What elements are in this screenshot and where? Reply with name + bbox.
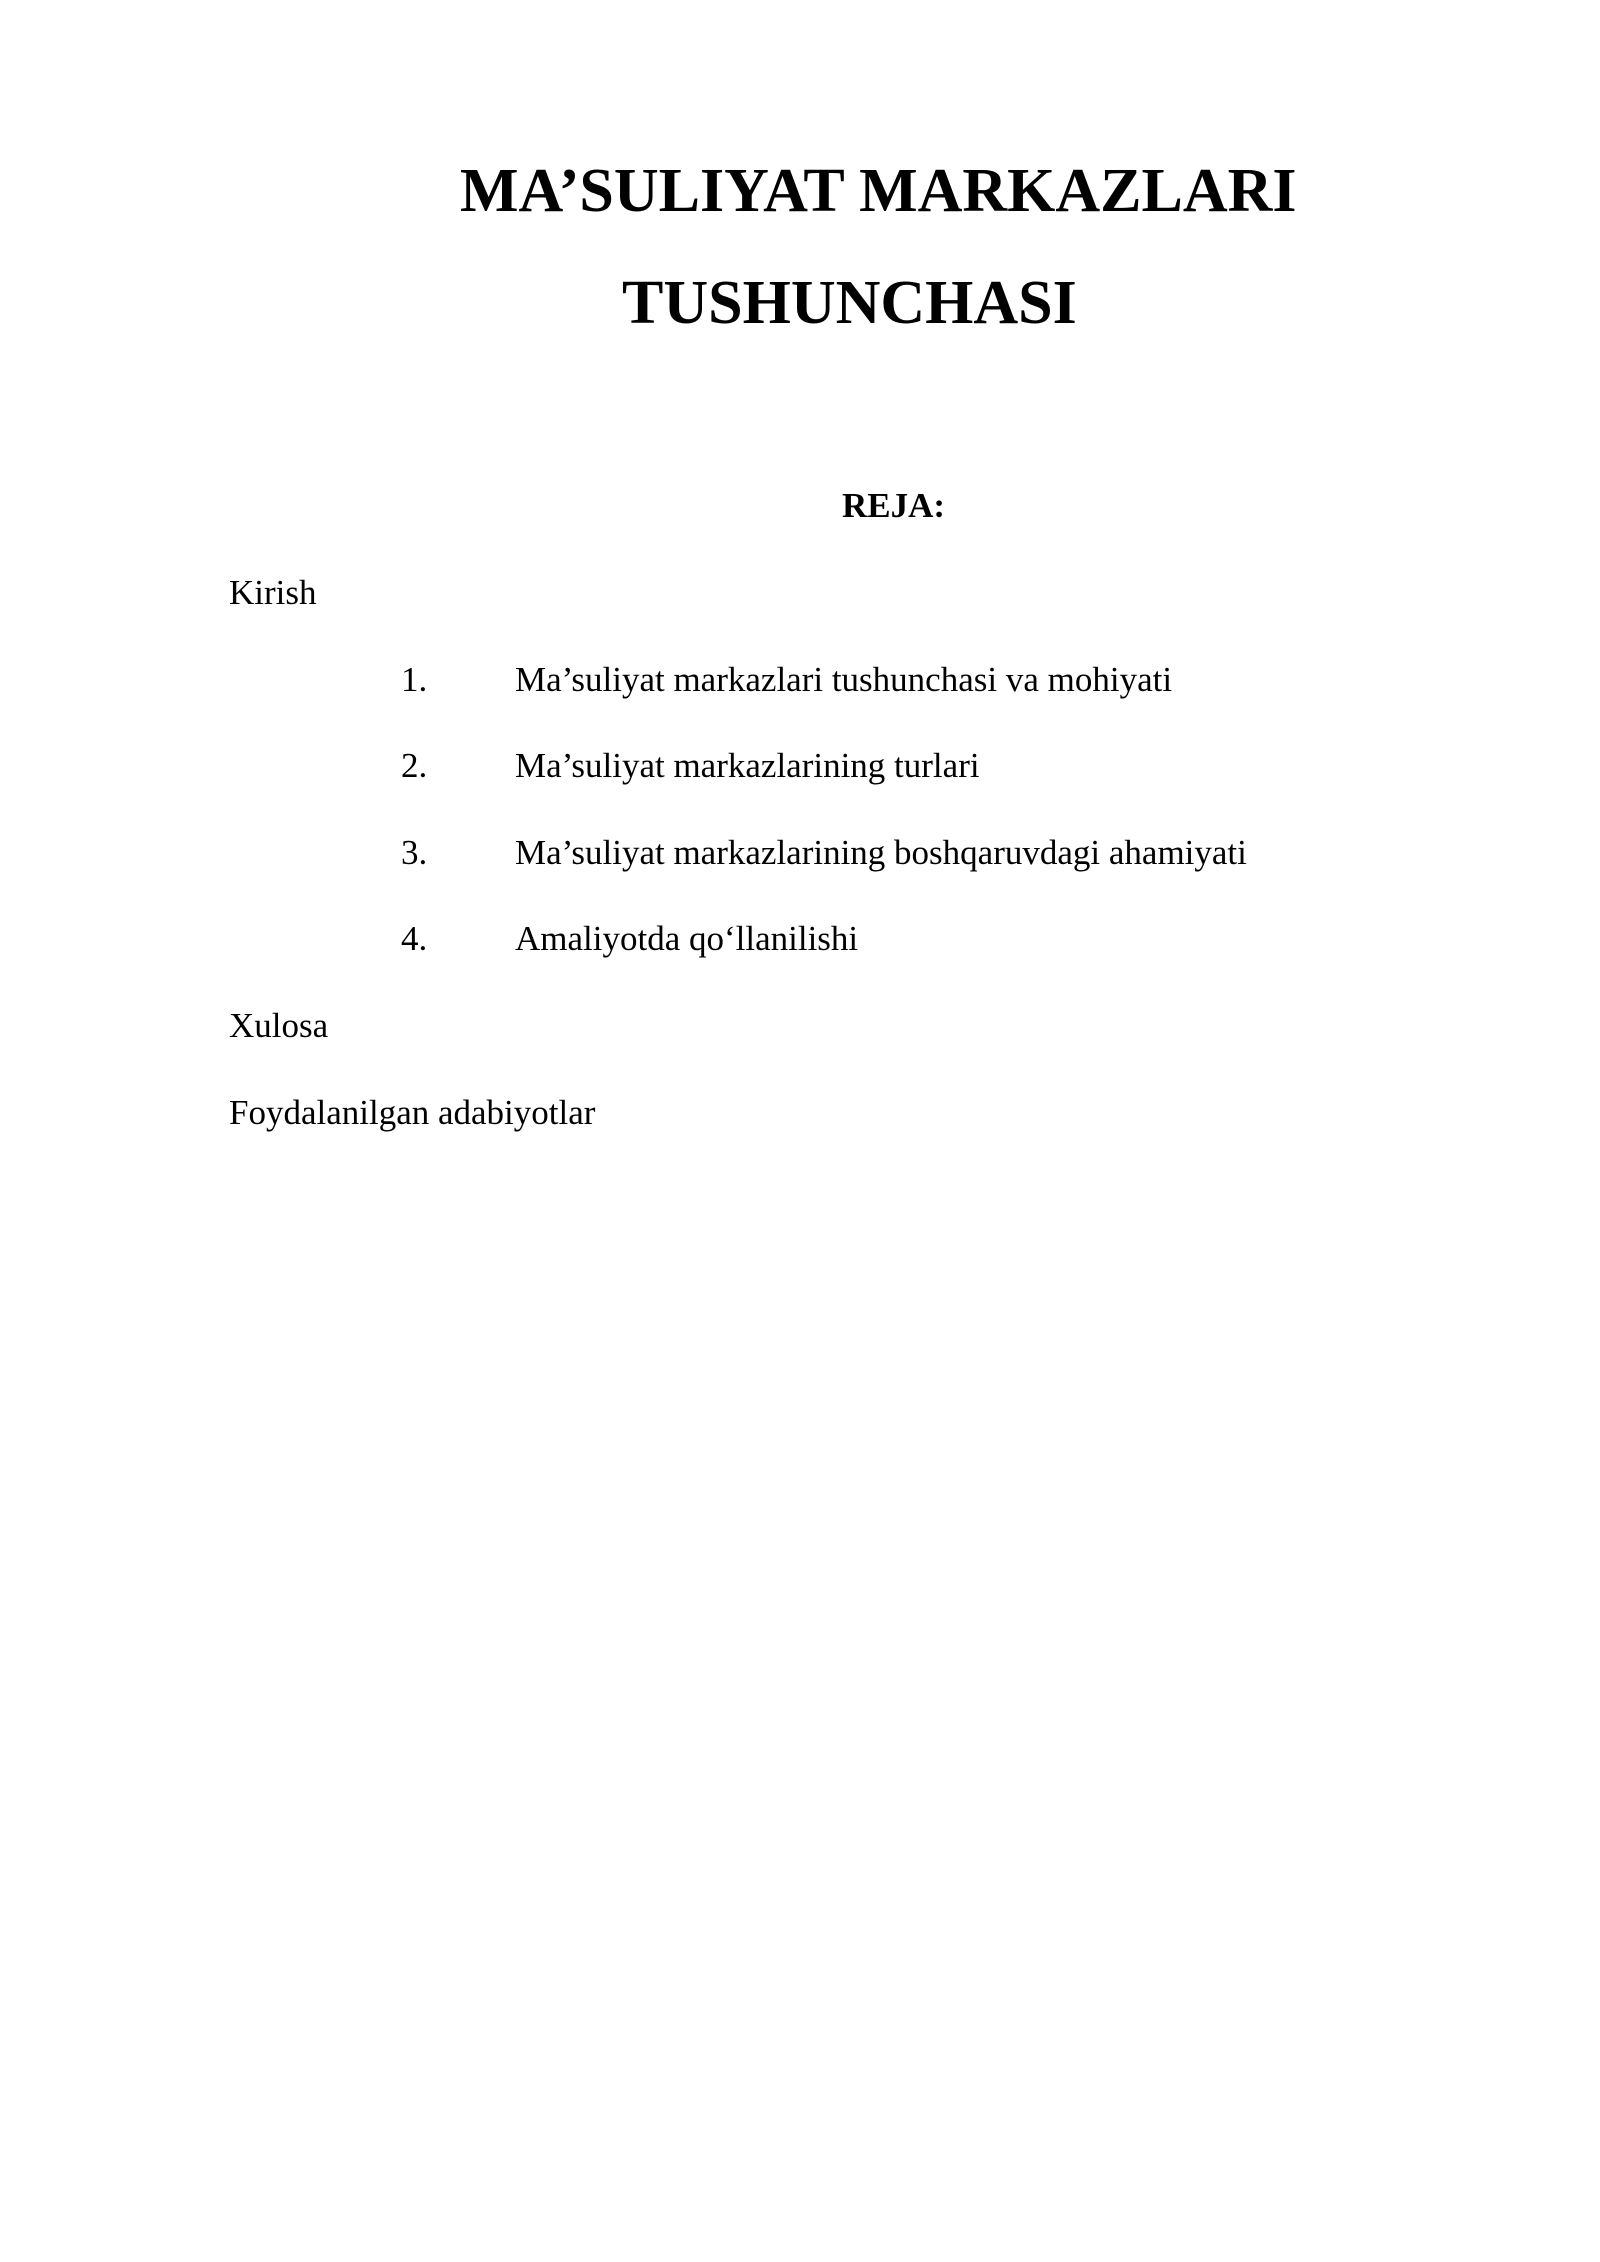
conclusion-entry: Xulosa	[229, 1006, 329, 1045]
plan-heading: REJA:	[842, 486, 946, 525]
intro-entry: Kirish	[229, 573, 317, 612]
document-title-line-2: TUSHUNCHASI	[622, 269, 1077, 337]
document-title-line-1: MA’SULIYAT MARKAZLARI	[460, 157, 1297, 225]
plan-item-number: 1.	[401, 660, 428, 699]
references-entry: Foydalanilgan adabiyotlar	[229, 1093, 596, 1132]
plan-item-text: Ma’suliyat markazlari tushunchasi va mohiyati	[515, 660, 1173, 699]
plan-item-number: 2.	[401, 746, 428, 785]
plan-item-text: Ma’suliyat markazlarining turlari	[515, 746, 980, 785]
plan-item-number: 3.	[401, 833, 428, 872]
plan-item-text: Ma’suliyat markazlarining boshqaruvdagi ahamiyati	[515, 833, 1247, 872]
plan-item-number: 4.	[401, 919, 428, 958]
plan-item-text: Amaliyotda qo‘llanilishi	[515, 919, 859, 958]
